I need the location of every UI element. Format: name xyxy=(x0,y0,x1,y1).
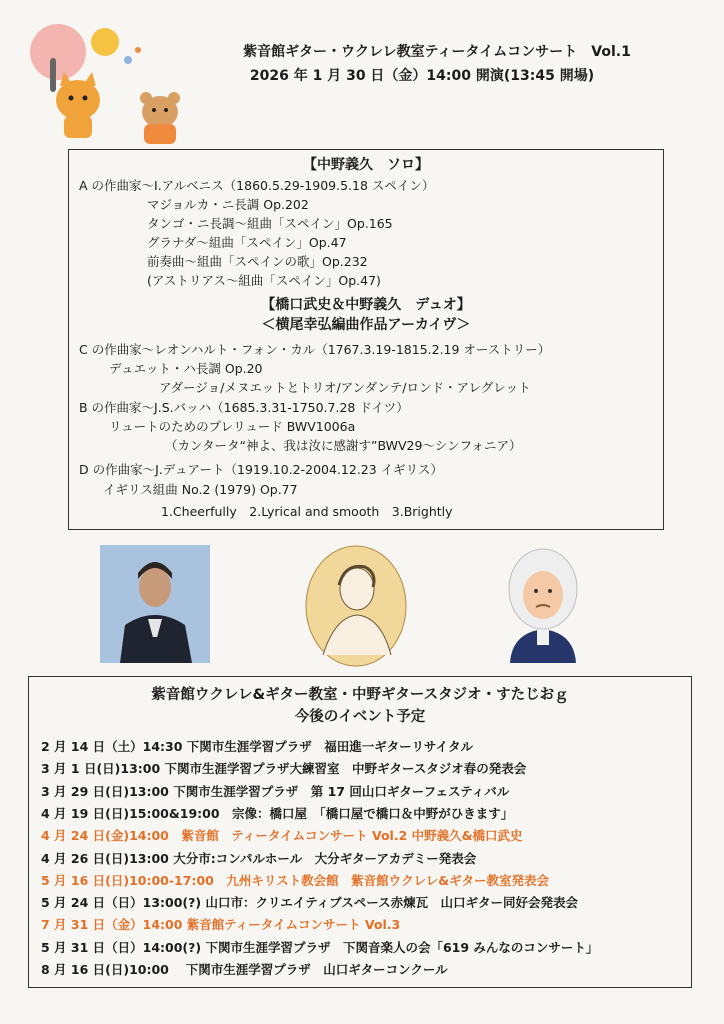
event-item: 2 月 14 日（土）14:30 下関市生涯学習プラザ 福田進一ギターリサイタル xyxy=(41,739,474,754)
guitarist-photo xyxy=(100,545,210,663)
piece-a2: タンゴ・ニ長調～組曲「スペイン」Op.165 xyxy=(147,216,393,231)
portraits-row xyxy=(0,545,724,665)
composer-a: A の作曲家～I.アルベニス（1860.5.29-1909.5.18 スペイン） xyxy=(79,178,435,193)
piece-c: デュエット・ハ長調 Op.20 xyxy=(109,361,263,376)
bear-character-icon xyxy=(140,92,180,144)
events-box xyxy=(28,676,692,988)
solo-section-title: 【中野義久 ソロ】 xyxy=(303,157,429,173)
event-item: 5 月 31 日（日）14:00(?) 下関市生涯学習プラザ 下関音楽人の会「619 みんなのコンサート」 xyxy=(41,939,599,955)
event-item: 4 月 26 日(日)13:00 大分市:コンパルホール 大分ギターアカデミー発表会 xyxy=(41,850,477,866)
piece-a4: 前奏曲～組曲「スペインの歌」Op.232 xyxy=(147,254,368,269)
event-item: 4 月 19 日(日)15:00&19:00 宗像：橋口屋 「橋口屋で橋口＆中野がひきます」 xyxy=(41,805,514,821)
events-subtitle: 今後のイベント予定 xyxy=(294,709,426,725)
events-title: 紫音館ウクレレ&ギター教室・中野ギタースタジオ・すたじおｇ xyxy=(151,687,569,703)
event-item: 5 月 16 日(日)10:00-17:00 九州キリスト教会館 紫音館ウクレレ&ギター教室発表会 xyxy=(41,872,550,888)
concert-date: 2026 年 1 月 30 日（金）14:00 開演(13:45 開場) xyxy=(249,68,595,84)
piece-a1: マジョルカ・ニ長調 Op.202 xyxy=(147,197,309,212)
duo-section-title: 【橋口武史＆中野義久 デュオ】 xyxy=(261,297,471,313)
concert-title: 紫音館ギター・ウクレレ教室ティータイムコンサート Vol.1 xyxy=(243,44,631,60)
event-item: 3 月 29 日(日)13:00 下関市生涯学習プラザ 第 17 回山口ギターフェスティバル xyxy=(41,783,510,799)
event-item: 3 月 1 日(日)13:00 下関市生涯学習プラザ大練習室 中野ギタースタジオ春の発表会 xyxy=(41,761,527,777)
composer-d: D の作曲家～J.デュアート（1919.10.2-2004.12.23 イギリス） xyxy=(79,462,443,477)
event-item: 7 月 31 日（金）14:00 紫音館ティータイムコンサート Vol.3 xyxy=(41,917,401,933)
piece-b-note: （カンタータ“神よ、我は汝に感謝す”BWV29～シンフォニア） xyxy=(165,438,522,453)
concert-header xyxy=(0,40,724,88)
event-item: 8 月 16 日(日)10:00 下関市生涯学習プラザ 山口ギターコンクール xyxy=(41,962,448,977)
piece-d-movements: 1.Cheerfully 2.Lyrical and smooth 3.Brightly xyxy=(161,504,453,519)
composer-c: C の作曲家～レオンハルト・フォン・カル（1767.3.19-1815.2.19 オーストリー） xyxy=(79,342,551,357)
event-item: 4 月 24 日(金)14:00 紫音館 ティータイムコンサート Vol.2 中野義久&橋口武史 xyxy=(41,828,523,844)
composer-b: B の作曲家～J.S.バッハ（1685.3.31-1750.7.28 ドイツ） xyxy=(79,400,409,415)
piece-b: リュートのためのプレリュード BWV1006a xyxy=(109,419,356,434)
piece-c-movements: アダージョ/メヌエットとトリオ/アンダンテ/ロンド・アレグレット xyxy=(159,380,531,395)
duo-subtitle: ＜横尾幸弘編曲作品アーカイヴ＞ xyxy=(261,317,471,333)
event-item: 5 月 24 日（日）13:00(?) 山口市：クリエイティブスペース赤煉瓦 山口ギター同好会発表会 xyxy=(41,895,578,911)
kuhl-portrait xyxy=(305,545,407,667)
program-box xyxy=(68,149,664,530)
bach-illustration xyxy=(500,545,586,663)
piece-d: イギリス組曲 No.2 (1979) Op.77 xyxy=(103,482,298,497)
piece-a5: (アストリアス～組曲「スペイン」Op.47) xyxy=(147,273,381,288)
piece-a3: グラナダ～組曲「スペイン」Op.47 xyxy=(147,235,347,250)
